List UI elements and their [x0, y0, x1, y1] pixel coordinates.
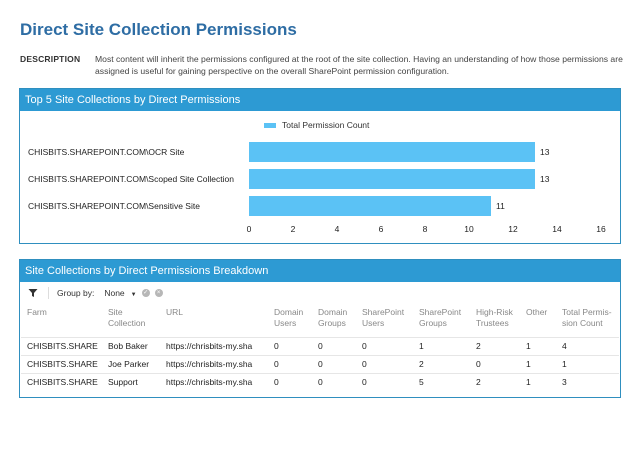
table-cell: 0 — [268, 355, 312, 373]
table-cell: Support — [102, 373, 160, 391]
table-cell: 0 — [312, 373, 356, 391]
x-tick-label: 0 — [246, 224, 252, 234]
data-label: 13 — [540, 147, 550, 157]
x-tick-label: 2 — [290, 224, 296, 234]
column-header[interactable]: Other — [520, 307, 556, 337]
table-cell: 4 — [556, 337, 619, 355]
column-header[interactable]: Domain Groups — [312, 307, 356, 337]
column-header[interactable]: URL — [160, 307, 268, 337]
table-cell: 3 — [556, 373, 619, 391]
group-by-label: Group by: — [57, 288, 95, 298]
chevron-down-icon: ▼ — [130, 292, 137, 298]
x-tick-label: 12 — [508, 224, 518, 234]
table-cell: Bob Baker — [102, 337, 160, 355]
check-circle-icon[interactable]: ✓ — [143, 290, 149, 296]
category-label: CHISBITS.SHAREPOINT.COM\Scoped Site Collection — [28, 174, 234, 184]
table-cell: CHISBITS.SHARE — [21, 355, 102, 373]
table-cell: https://chrisbits-my.sha — [160, 337, 268, 355]
column-header[interactable]: Farm — [21, 307, 102, 337]
category-label: CHISBITS.SHAREPOINT.COM\Sensitive Site — [28, 201, 200, 211]
grid-toolbar — [26, 284, 614, 302]
bar-chart — [20, 111, 620, 243]
column-header[interactable]: SharePoint Groups — [413, 307, 470, 337]
table-cell: 0 — [268, 373, 312, 391]
table-cell: https://chrisbits-my.sha — [160, 373, 268, 391]
group-by-value: None — [104, 288, 125, 298]
table-cell: 2 — [470, 373, 520, 391]
table-cell: 1 — [520, 337, 556, 355]
table-header-row — [21, 307, 619, 337]
table-cell: 0 — [312, 337, 356, 355]
chart-panel — [19, 88, 621, 244]
table-cell: 2 — [470, 337, 520, 355]
bar[interactable] — [249, 142, 535, 162]
table-cell: 0 — [356, 355, 413, 373]
table-cell: 5 — [413, 373, 470, 391]
column-header[interactable]: Site Collection — [102, 307, 160, 337]
filter-icon[interactable] — [26, 287, 40, 299]
table-cell: 1 — [520, 355, 556, 373]
category-label: CHISBITS.SHAREPOINT.COM\OCR Site — [28, 147, 185, 157]
column-header[interactable]: SharePoint Users — [356, 307, 413, 337]
x-tick-label: 6 — [378, 224, 384, 234]
description-label: DESCRIPTION — [20, 54, 81, 64]
column-header[interactable]: Domain Users — [268, 307, 312, 337]
table-cell: 0 — [312, 355, 356, 373]
table-cell: 0 — [268, 337, 312, 355]
table-cell: 1 — [520, 373, 556, 391]
table-row[interactable] — [21, 373, 619, 391]
table-row[interactable] — [21, 355, 619, 373]
x-tick-label: 10 — [464, 224, 474, 234]
column-header[interactable]: Total Permis-sion Count — [556, 307, 619, 337]
breakdown-table — [21, 307, 619, 391]
table-cell: 1 — [556, 355, 619, 373]
x-tick-label: 14 — [552, 224, 562, 234]
table-cell: 0 — [356, 337, 413, 355]
table-panel — [19, 259, 621, 398]
table-body — [21, 337, 619, 391]
chart-panel-title: Top 5 Site Collections by Direct Permissions — [20, 89, 620, 111]
page-title: Direct Site Collection Permissions — [20, 20, 297, 39]
close-circle-icon[interactable]: × — [155, 289, 163, 297]
table-cell: 0 — [356, 373, 413, 391]
data-label: 13 — [540, 174, 550, 184]
toolbar-divider — [48, 287, 49, 299]
bar[interactable] — [249, 169, 535, 189]
table-cell: 2 — [413, 355, 470, 373]
x-tick-label: 8 — [422, 224, 428, 234]
table-cell: CHISBITS.SHARE — [21, 373, 102, 391]
column-header[interactable]: High-Risk Trustees — [470, 307, 520, 337]
group-by-dropdown[interactable] — [104, 288, 136, 298]
legend-label: Total Permission Count — [282, 120, 370, 130]
table-row[interactable] — [21, 337, 619, 355]
table-panel-title: Site Collections by Direct Permissions Breakdown — [20, 260, 620, 282]
table-cell: https://chrisbits-my.sha — [160, 355, 268, 373]
table-cell: CHISBITS.SHARE — [21, 337, 102, 355]
table-cell: 0 — [470, 355, 520, 373]
x-tick-label: 4 — [334, 224, 340, 234]
bar[interactable] — [249, 196, 491, 216]
x-tick-label: 16 — [596, 224, 606, 234]
table-cell: Joe Parker — [102, 355, 160, 373]
table-cell: 1 — [413, 337, 470, 355]
description-text: Most content will inherit the permissions configured at the root of the site collection. Having an understanding of how those permissions are assigned is useful for gaining perspective on the overall SharePoint permission configuration. — [95, 54, 623, 76]
data-label: 11 — [496, 201, 505, 211]
